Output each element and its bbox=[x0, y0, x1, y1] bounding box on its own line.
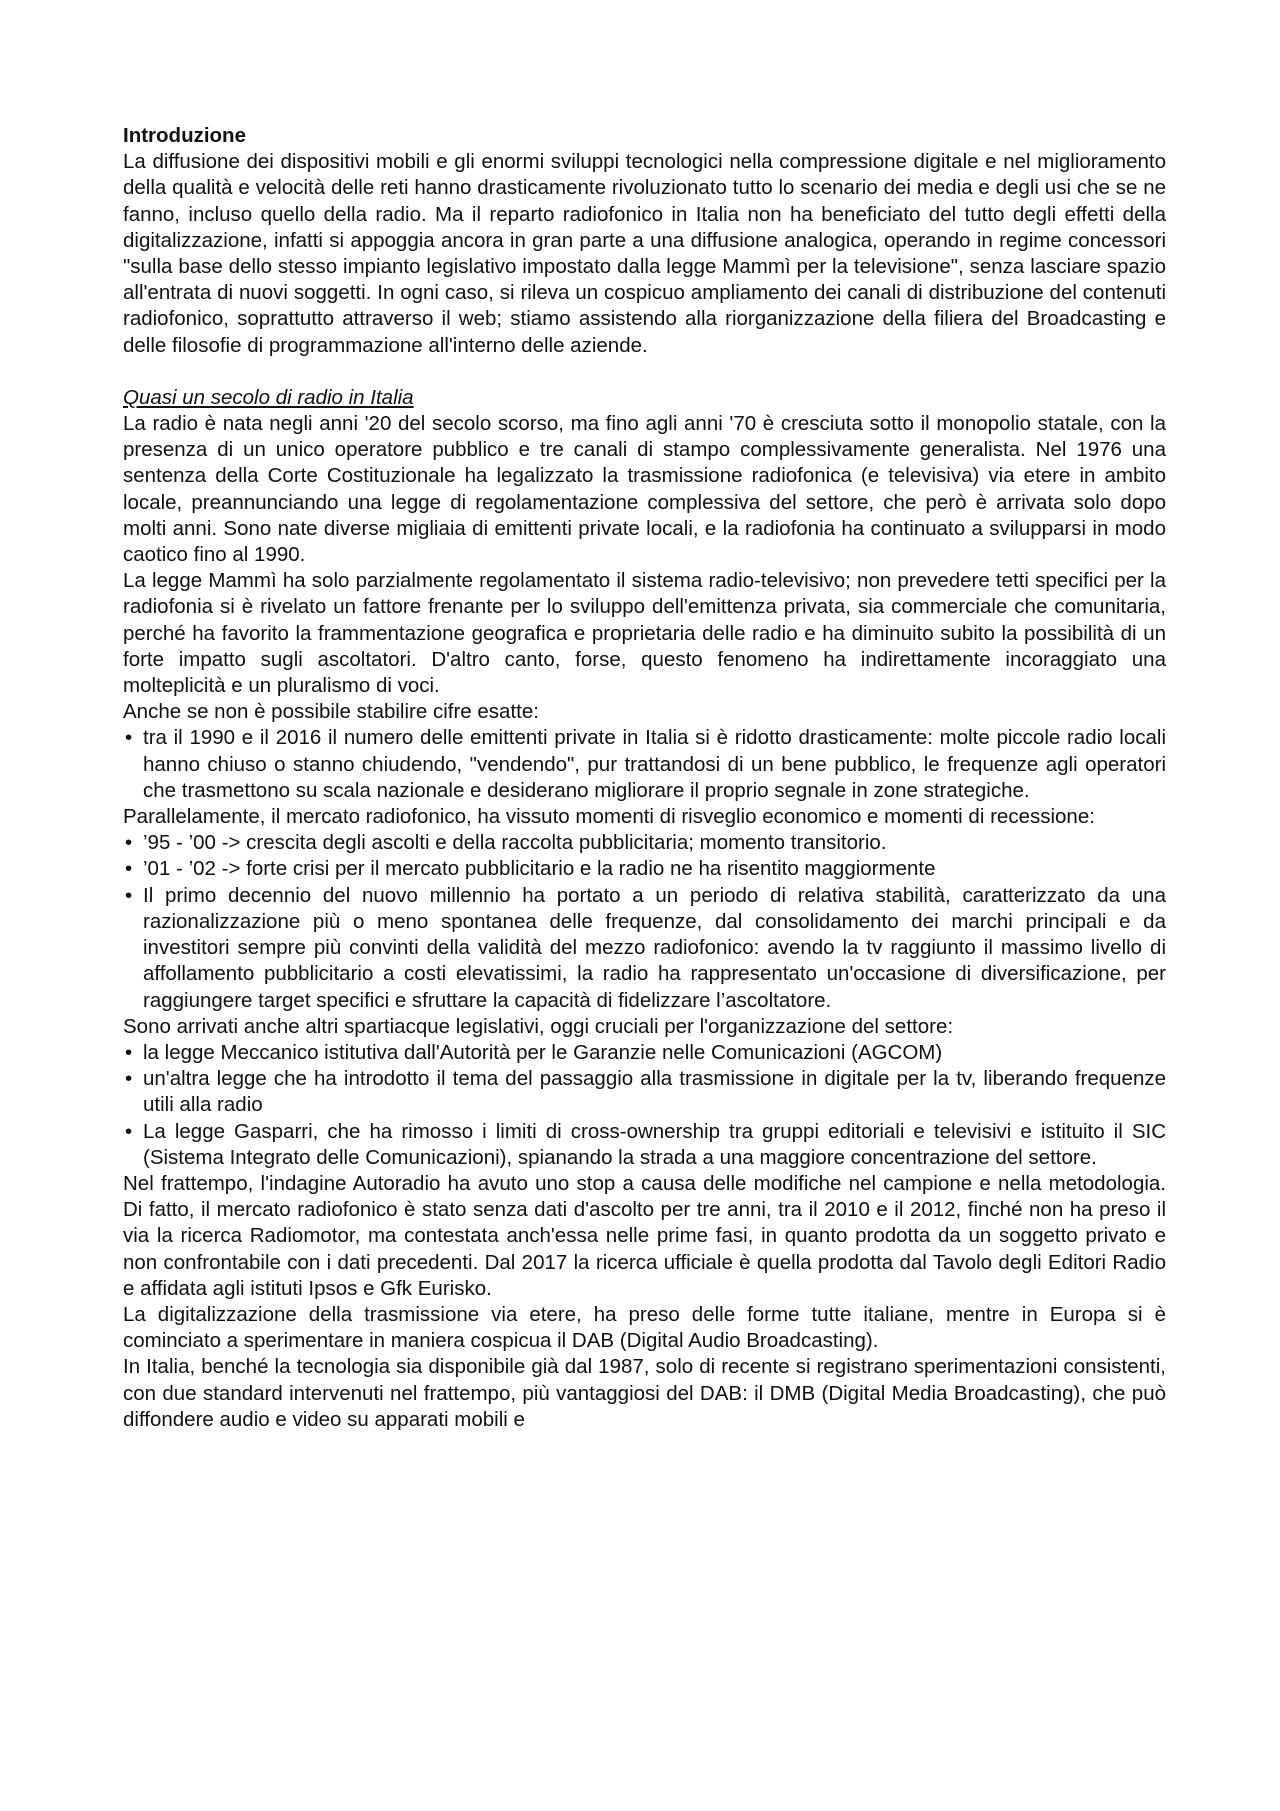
bullet-list-leggi bbox=[123, 1040, 1166, 1171]
section-heading: Quasi un secolo di radio in Italia bbox=[123, 385, 414, 409]
paragraph-legge-mammi: La legge Mammì ha solo parzialmente regolamentato il sistema radio-televisivo; non prevedere tetti specifici per la radiofonia si è rivelato un fattore frenante per lo sviluppo dell'emittenza privata, sia commerciale che comunitaria, perché ha favorito la frammentazione geografica e proprietaria delle radio e ha diminuito subito la possibilità di un forte impatto sugli ascoltatori. D'altro canto, forse, questo fenomeno ha indirettamente incoraggiato una molteplicità e un pluralismo di voci. bbox=[123, 569, 1166, 698]
paragraph-autoradio: Nel frattempo, l'indagine Autoradio ha avuto uno stop a causa delle modifiche nel campione e nella metodologia. Di fatto, il mercato radiofonico è stato senza dati d'ascolto per tre anni, tra il 2010 e il 2012, finché non ha preso il via la ricerca Radiomotor, ma contestata anch'essa nelle prime fasi, in quanto prodotta da un soggetto privato e non confrontabile con i dati precedenti. Dal 2017 la ricerca ufficiale è quella prodotta dal Tavolo degli Editori Radio e affidata agli istituti Ipsos e Gfk Eurisko. bbox=[123, 1171, 1166, 1300]
section-spacer bbox=[123, 359, 1166, 385]
paragraph-cifre: Anche se non è possibile stabilire cifre esatte: bbox=[123, 700, 539, 724]
list-item: • tra il 1990 e il 2016 il numero delle emittenti private in Italia si è ridotto drasticamente: molte piccole radio locali hanno chiuso o stanno chiudendo, "vendendo", pur trattandosi di un bene pubblico, le frequenze agli operatori che trasmettono su scala nazionale e desiderano migliorare il proprio segnale in zone strategiche. bbox=[123, 725, 1166, 804]
list-item: • la legge Meccanico istitutiva dall'Autorità per le Garanzie nelle Comunicazioni (AGCOM) bbox=[123, 1040, 1166, 1066]
paragraph-spartiacque: Sono arrivati anche altri spartiacque legislativi, oggi cruciali per l'organizzazione del settore: bbox=[123, 1014, 954, 1038]
paragraph-mercato: Parallelamente, il mercato radiofonico, ha vissuto momenti di risveglio economico e momenti di recessione: bbox=[123, 805, 1095, 829]
bullet-list-mercato bbox=[123, 830, 1166, 1013]
list-item: • un'altra legge che ha introdotto il tema del passaggio alla trasmissione in digitale per la tv, liberando frequenze utili alla radio bbox=[123, 1066, 1166, 1118]
list-item: • La legge Gasparri, che ha rimosso i limiti di cross-ownership tra gruppi editoriali e televisivi e istituito il SIC (Sistema Integrato delle Comunicazioni), spianando la strada a una maggiore concentrazione del settore. bbox=[123, 1119, 1166, 1171]
bullet-list-emittenti bbox=[123, 725, 1166, 804]
intro-paragraph: La diffusione dei dispositivi mobili e gli enormi sviluppi tecnologici nella compressione digitale e nel miglioramento della qualità e velocità delle reti hanno drasticamente rivoluzionato tutto lo scenario dei media e degli usi che se ne fanno, incluso quello della radio. Ma il reparto radiofonico in Italia non ha beneficiato del tutto degli effetti della digitalizzazione, infatti si appoggia ancora in gran parte a una diffusione analogica, operando in regime concessori "sulla base dello stesso impianto legislativo impostato dalla legge Mammì per la televisione", senza lasciare spazio all'entrata di nuovi soggetti. In ogni caso, si rileva un cospicuo ampliamento dei canali di distribuzione del contenuti radiofonico, soprattutto attraverso il web; stiamo assistendo alla riorganizzazione della filiera del Broadcasting e delle filosofie di programmazione all'interno delle aziende. bbox=[123, 150, 1166, 357]
paragraph-history: La radio è nata negli anni '20 del secolo scorso, ma fino agli anni '70 è cresciuta sotto il monopolio statale, con la presenza di un unico operatore pubblico e tre canali di stampo complessivamente generalista. Nel 1976 una sentenza della Corte Costituzionale ha legalizzato la trasmissione radiofonica (e televisiva) via etere in ambito locale, preannunciando una legge di regolamentazione complessiva del settore, che però è arrivata solo dopo molti anni. Sono nate diverse migliaia di emittenti private locali, e la radiofonia ha continuato a svilupparsi in modo caotico fino al 1990. bbox=[123, 412, 1166, 567]
list-item: • ’95 - ’00 -> crescita degli ascolti e della raccolta pubblicitaria; momento transitorio. bbox=[123, 830, 1166, 856]
paragraph-italia-dab: In Italia, benché la tecnologia sia disponibile già dal 1987, solo di recente si registrano sperimentazioni consistenti, con due standard intervenuti nel frattempo, più vantaggiosi del DAB: il DMB (Digital Media Broadcasting), che può diffondere audio e video su apparati mobili e bbox=[123, 1355, 1166, 1431]
paragraph-digitalizzazione: La digitalizzazione della trasmissione via etere, ha preso delle forme tutte italiane, mentre in Europa si è cominciato a sperimentare in maniera cospicua il DAB (Digital Audio Broadcasting). bbox=[123, 1302, 1166, 1353]
intro-heading: Introduzione bbox=[123, 124, 246, 147]
list-item: • ’01 - ’02 -> forte crisi per il mercato pubblicitario e la radio ne ha risentito maggiormente bbox=[123, 856, 1166, 882]
list-item: • Il primo decennio del nuovo millennio ha portato a un periodo di relativa stabilità, caratterizzato da una razionalizzazione più o meno spontanea delle frequenze, dal consolidamento dei marchi principali e da investitori sempre più convinti della validità del mezzo radiofonico: avendo la tv raggiunto il massimo livello di affollamento pubblicitario a costi elevatissimi, la radio ha rappresentato un'occasione di diversificazione, per raggiungere target specifici e sfruttare la capacità di fidelizzare l’ascoltatore. bbox=[123, 883, 1166, 1014]
